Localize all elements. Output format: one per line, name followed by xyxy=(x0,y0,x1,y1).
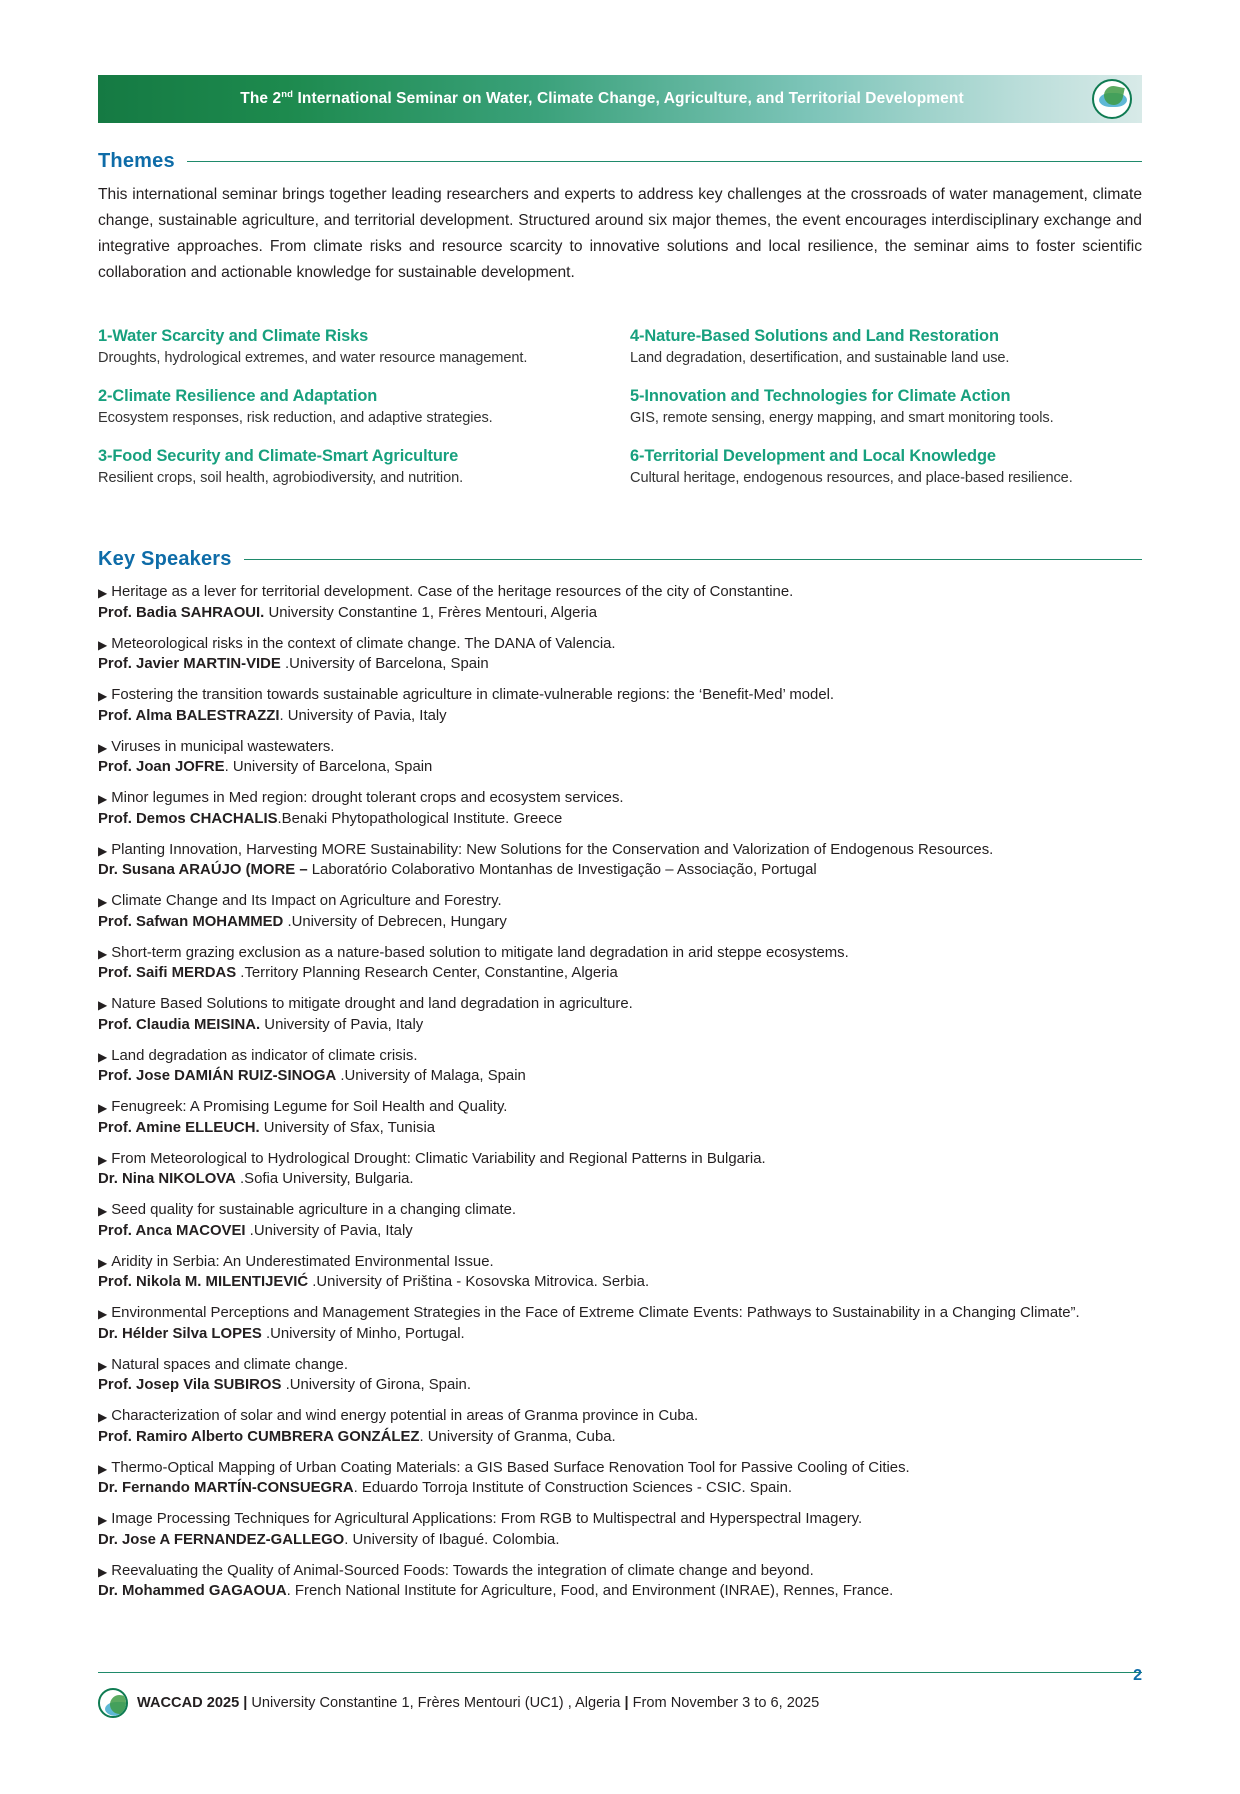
speaker-name: Prof. Javier MARTIN-VIDE xyxy=(98,656,281,672)
speaker-affiliation-row xyxy=(98,1478,1148,1499)
speaker-affiliation-row xyxy=(98,706,1148,727)
speaker-affiliation-row xyxy=(98,1427,1148,1448)
triangle-bullet-icon: ▶ xyxy=(98,1358,108,1373)
speaker-talk-title-row xyxy=(98,1355,1148,1376)
theme-description: Ecosystem responses, risk reduction, and adaptive strategies. xyxy=(98,410,493,426)
speaker-entry xyxy=(98,1046,1148,1087)
footer-dates: From November 3 to 6, 2025 xyxy=(632,1695,820,1711)
speaker-entry xyxy=(98,1509,1148,1550)
speaker-name: Dr. Susana ARAÚJO (MORE – xyxy=(98,862,308,878)
speaker-affiliation: . University of Ibagué. Colombia. xyxy=(344,1531,560,1548)
theme-item xyxy=(98,327,630,366)
theme-description: Droughts, hydrological extremes, and water resource management. xyxy=(98,350,528,366)
speaker-affiliation: .University of Girona, Spain. xyxy=(281,1377,471,1393)
speaker-entry xyxy=(98,685,1148,726)
speaker-entry xyxy=(98,943,1148,984)
triangle-bullet-icon: ▶ xyxy=(98,586,108,600)
theme-item xyxy=(630,387,1142,426)
banner-title-superscript: nd xyxy=(281,89,294,101)
speaker-affiliation: .Territory Planning Research Center, Constantine, Algeria xyxy=(236,965,618,981)
speaker-name: Prof. Joan JOFRE xyxy=(98,759,225,775)
theme-title: 3-Food Security and Climate-Smart Agriculture xyxy=(98,447,459,465)
theme-description: Resilient crops, soil health, agrobiodiversity, and nutrition. xyxy=(98,470,464,486)
speaker-affiliation: .University of Malaga, Spain xyxy=(336,1068,526,1084)
speaker-affiliation-row xyxy=(98,809,1148,830)
speaker-name: Dr. Fernando MARTÍN-CONSUEGRA xyxy=(98,1480,354,1496)
speaker-talk-title: Characterization of solar and wind energy potential in areas of Granma province in Cuba. xyxy=(111,1408,699,1424)
triangle-bullet-icon: ▶ xyxy=(98,1513,108,1527)
theme-description: Cultural heritage, endogenous resources, and place-based resilience. xyxy=(630,470,1073,486)
triangle-bullet-icon: ▶ xyxy=(98,946,108,961)
header-banner xyxy=(98,75,1142,123)
speaker-affiliation: University of Sfax, Tunisia xyxy=(259,1119,436,1136)
speaker-affiliation-row xyxy=(98,1118,1148,1139)
theme-title: 6-Territorial Development and Local Knowledge xyxy=(630,447,996,465)
speaker-entry xyxy=(98,634,1148,675)
triangle-bullet-icon: ▶ xyxy=(98,637,108,652)
triangle-bullet-icon: ▶ xyxy=(98,1101,108,1115)
footer-separator-1: | xyxy=(239,1695,252,1711)
speaker-talk-title-row xyxy=(98,1406,1148,1427)
speaker-talk-title-row xyxy=(98,1046,1148,1067)
speaker-talk-title: Short-term grazing exclusion as a nature-based solution to mitigate land degradation in arid steppe ecosystems. xyxy=(111,944,849,961)
speaker-affiliation-row xyxy=(98,1272,1148,1293)
speaker-entry xyxy=(98,1458,1148,1499)
speaker-name: Prof. Demos CHACHALIS xyxy=(98,810,278,827)
speaker-entry xyxy=(98,1406,1148,1447)
speaker-name: Prof. Amine ELLEUCH. xyxy=(98,1119,260,1136)
speaker-entry xyxy=(98,1303,1148,1344)
speaker-talk-title: Thermo-Optical Mapping of Urban Coating Materials: a GIS Based Surface Renovation Tool for Passive Cooling of Cities. xyxy=(111,1459,910,1476)
speaker-talk-title-row xyxy=(98,1509,1148,1530)
speakers-list xyxy=(98,582,1148,1612)
footer-brand: WACCAD 2025 xyxy=(137,1695,240,1711)
speaker-talk-title: Minor legumes in Med region: drought tolerant crops and ecosystem services. xyxy=(111,790,624,806)
speaker-name: Prof. Nikola M. MILENTIJEVIĆ xyxy=(98,1274,309,1290)
theme-title: 4-Nature-Based Solutions and Land Restoration xyxy=(630,327,999,345)
theme-item xyxy=(98,387,630,426)
speaker-talk-title: Seed quality for sustainable agriculture in a changing climate. xyxy=(111,1202,517,1218)
triangle-bullet-icon: ▶ xyxy=(98,1307,108,1321)
speaker-entry xyxy=(98,994,1148,1035)
speaker-talk-title-row xyxy=(98,840,1148,861)
waccad-footer-logo-icon xyxy=(98,1688,128,1718)
triangle-bullet-icon: ▶ xyxy=(98,1461,108,1476)
speaker-entry xyxy=(98,1355,1148,1396)
triangle-bullet-icon: ▶ xyxy=(98,740,108,755)
speaker-name: Dr. Mohammed GAGAOUA xyxy=(98,1583,287,1599)
triangle-bullet-icon: ▶ xyxy=(98,895,108,909)
speaker-talk-title-row xyxy=(98,1303,1148,1324)
triangle-bullet-icon: ▶ xyxy=(98,1564,108,1579)
triangle-bullet-icon: ▶ xyxy=(98,843,108,858)
speaker-talk-title: Heritage as a lever for territorial development. Case of the heritage resources of the city of Constantine. xyxy=(111,584,794,600)
heading-rule xyxy=(244,559,1142,560)
speaker-affiliation: . University of Granma, Cuba. xyxy=(419,1428,616,1445)
speaker-affiliation-row xyxy=(98,1324,1148,1345)
speaker-talk-title: Nature Based Solutions to mitigate drought and land degradation in agriculture. xyxy=(111,996,633,1012)
speaker-affiliation: .Benaki Phytopathological Institute. Greece xyxy=(277,810,563,827)
speaker-talk-title-row xyxy=(98,994,1148,1015)
speaker-name: Prof. Safwan MOHAMMED xyxy=(98,913,284,930)
speaker-name: Prof. Ramiro Alberto CUMBRERA GONZÁLEZ xyxy=(98,1428,420,1445)
theme-title: 2-Climate Resilience and Adaptation xyxy=(98,387,378,405)
waccad-logo-icon xyxy=(1092,79,1132,119)
speaker-talk-title: Viruses in municipal wastewaters. xyxy=(111,738,335,755)
speaker-talk-title-row xyxy=(98,1252,1148,1273)
speaker-affiliation-row xyxy=(98,654,1148,675)
speaker-affiliation-row xyxy=(98,1015,1148,1036)
speaker-affiliation: .University of Priština - Kosovska Mitrovica. Serbia. xyxy=(308,1274,650,1290)
themes-intro-paragraph: This international seminar brings together leading researchers and experts to address key challenges at the crossroads of water management, climate change, sustainable agriculture, and territorial development. Structured around six major themes, the event encourages interdisciplinary exchange and integrative approaches. From climate risks and resource scarcity to innovative solutions and local resilience, the seminar aims to foster scientific collaboration and actionable knowledge for sustainable development. xyxy=(98,186,1142,281)
speaker-talk-title-row xyxy=(98,737,1148,758)
speaker-talk-title-row xyxy=(98,891,1148,912)
speaker-affiliation-row xyxy=(98,603,1148,624)
banner-title-pre: The 2 xyxy=(240,90,282,108)
theme-title: 1-Water Scarcity and Climate Risks xyxy=(98,327,369,345)
speaker-talk-title-row xyxy=(98,943,1148,964)
speaker-talk-title: Aridity in Serbia: An Underestimated Environmental Issue. xyxy=(111,1253,494,1270)
speaker-name: Dr. Hélder Silva LOPES xyxy=(98,1325,262,1342)
speaker-talk-title-row xyxy=(98,788,1148,809)
themes-heading-label: Themes xyxy=(98,150,175,172)
footer-venue: University Constantine 1, Frères Mentouri (UC1) , Algeria xyxy=(251,1695,621,1711)
speaker-affiliation: University of Pavia, Italy xyxy=(260,1016,424,1033)
speaker-name: Prof. Badia SAHRAOUI. xyxy=(98,604,265,621)
speaker-entry xyxy=(98,1149,1148,1190)
theme-description: GIS, remote sensing, energy mapping, and smart monitoring tools. xyxy=(630,410,1054,426)
speaker-affiliation-row xyxy=(98,963,1148,984)
speaker-talk-title: Environmental Perceptions and Management Strategies in the Face of Extreme Climate Events: Pathways to Sustainability in a Changing Climate”. xyxy=(111,1305,1080,1321)
theme-item xyxy=(630,327,1142,366)
speaker-affiliation: . University of Barcelona, Spain xyxy=(224,759,433,775)
speaker-talk-title: From Meteorological to Hydrological Drought: Climatic Variability and Regional Patterns in Bulgaria. xyxy=(111,1150,766,1167)
speaker-entry xyxy=(98,1561,1148,1602)
speaker-entry xyxy=(98,1252,1148,1293)
themes-grid xyxy=(98,327,1142,486)
footer-divider xyxy=(98,1672,1142,1673)
triangle-bullet-icon: ▶ xyxy=(98,998,108,1012)
speaker-affiliation-row xyxy=(98,1066,1148,1087)
triangle-bullet-icon: ▶ xyxy=(98,689,108,703)
speaker-entry xyxy=(98,1200,1148,1241)
speaker-affiliation-row xyxy=(98,1581,1148,1602)
theme-item xyxy=(98,447,630,486)
speaker-affiliation: .University of Pavia, Italy xyxy=(245,1222,413,1239)
speaker-entry xyxy=(98,1097,1148,1138)
speaker-name: Prof. Saifi MERDAS xyxy=(98,965,237,981)
speaker-talk-title: Planting Innovation, Harvesting MORE Sustainability: New Solutions for the Conservation and Valorization of Endogenous Resources. xyxy=(111,841,994,858)
page-footer xyxy=(98,1688,1142,1718)
speaker-talk-title-row xyxy=(98,1097,1148,1118)
speaker-affiliation-row xyxy=(98,1530,1148,1551)
speaker-affiliation-row xyxy=(98,1169,1148,1190)
speaker-affiliation-row xyxy=(98,1221,1148,1242)
speaker-name: Dr. Jose A FERNANDEZ-GALLEGO xyxy=(98,1531,345,1548)
speaker-talk-title: Meteorological risks in the context of climate change. The DANA of Valencia. xyxy=(111,635,616,652)
speaker-name: Dr. Nina NIKOLOVA xyxy=(98,1171,236,1187)
speaker-talk-title: Fenugreek: A Promising Legume for Soil Health and Quality. xyxy=(111,1099,508,1115)
triangle-bullet-icon: ▶ xyxy=(98,1255,108,1270)
speaker-name: Prof. Anca MACOVEI xyxy=(98,1222,246,1239)
heading-rule xyxy=(187,161,1142,162)
speaker-affiliation: . French National Institute for Agriculture, Food, and Environment (INRAE), Rennes, France. xyxy=(286,1583,894,1599)
speaker-entry xyxy=(98,788,1148,829)
speaker-name: Prof. Claudia MEISINA. xyxy=(98,1016,261,1033)
speaker-affiliation-row xyxy=(98,912,1148,933)
theme-description: Land degradation, desertification, and sustainable land use. xyxy=(630,350,1010,366)
speaker-affiliation: Laboratório Colaborativo Montanhas de Investigação – Associação, Portugal xyxy=(307,862,817,878)
speaker-talk-title: Natural spaces and climate change. xyxy=(111,1356,348,1373)
footer-text xyxy=(137,1695,819,1711)
speaker-talk-title-row xyxy=(98,685,1148,706)
speakers-heading-label: Key Speakers xyxy=(98,548,232,570)
speaker-affiliation: .University of Debrecen, Hungary xyxy=(283,913,507,930)
speaker-affiliation: .University of Barcelona, Spain xyxy=(280,656,489,672)
speaker-name: Prof. Alma BALESTRAZZI xyxy=(98,707,280,724)
speaker-talk-title: Land degradation as indicator of climate crisis. xyxy=(111,1047,418,1064)
speaker-name: Prof. Jose DAMIÁN RUIZ-SINOGA xyxy=(98,1068,337,1084)
speaker-affiliation: . Eduardo Torroja Institute of Construction Sciences - CSIC. Spain. xyxy=(353,1480,793,1496)
speaker-name: Prof. Josep Vila SUBIROS xyxy=(98,1377,282,1393)
footer-separator-2: | xyxy=(620,1695,633,1711)
speaker-affiliation: University Constantine 1, Frères Mentouri, Algeria xyxy=(264,604,598,621)
speaker-talk-title: Fostering the transition towards sustainable agriculture in climate-vulnerable regions: the ‘Benefit-Med’ model. xyxy=(111,687,835,703)
speaker-talk-title: Image Processing Techniques for Agricultural Applications: From RGB to Multispectral and Hyperspectral Imagery. xyxy=(111,1511,863,1527)
speakers-section-heading xyxy=(98,548,1142,571)
banner-title-post: International Seminar on Water, Climate Change, Agriculture, and Territorial Development xyxy=(293,90,964,108)
speaker-affiliation-row xyxy=(98,1375,1148,1396)
speaker-affiliation: .University of Minho, Portugal. xyxy=(261,1325,465,1342)
themes-section-heading xyxy=(98,150,1142,173)
theme-item xyxy=(630,447,1142,486)
speaker-affiliation-row xyxy=(98,860,1148,881)
speaker-affiliation: .Sofia University, Bulgaria. xyxy=(235,1171,414,1187)
speaker-talk-title-row xyxy=(98,582,1148,603)
triangle-bullet-icon: ▶ xyxy=(98,1049,108,1064)
triangle-bullet-icon: ▶ xyxy=(98,1204,108,1218)
speaker-affiliation: . University of Pavia, Italy xyxy=(279,707,447,724)
triangle-bullet-icon: ▶ xyxy=(98,1152,108,1167)
speaker-entry xyxy=(98,582,1148,623)
banner-title xyxy=(240,89,999,108)
triangle-bullet-icon: ▶ xyxy=(98,792,108,806)
triangle-bullet-icon: ▶ xyxy=(98,1410,108,1424)
speaker-talk-title: Climate Change and Its Impact on Agriculture and Forestry. xyxy=(111,893,502,909)
speaker-talk-title-row xyxy=(98,1458,1148,1479)
page-number: 2 xyxy=(1133,1667,1142,1684)
speaker-affiliation-row xyxy=(98,757,1148,778)
theme-title: 5-Innovation and Technologies for Climate Action xyxy=(630,387,1011,405)
speaker-talk-title: Reevaluating the Quality of Animal-Sourced Foods: Towards the integration of climate change and beyond. xyxy=(111,1562,814,1579)
speaker-entry xyxy=(98,840,1148,881)
speaker-talk-title-row xyxy=(98,634,1148,655)
speaker-talk-title-row xyxy=(98,1149,1148,1170)
speaker-talk-title-row xyxy=(98,1561,1148,1582)
speaker-entry xyxy=(98,737,1148,778)
speaker-entry xyxy=(98,891,1148,932)
speaker-talk-title-row xyxy=(98,1200,1148,1221)
